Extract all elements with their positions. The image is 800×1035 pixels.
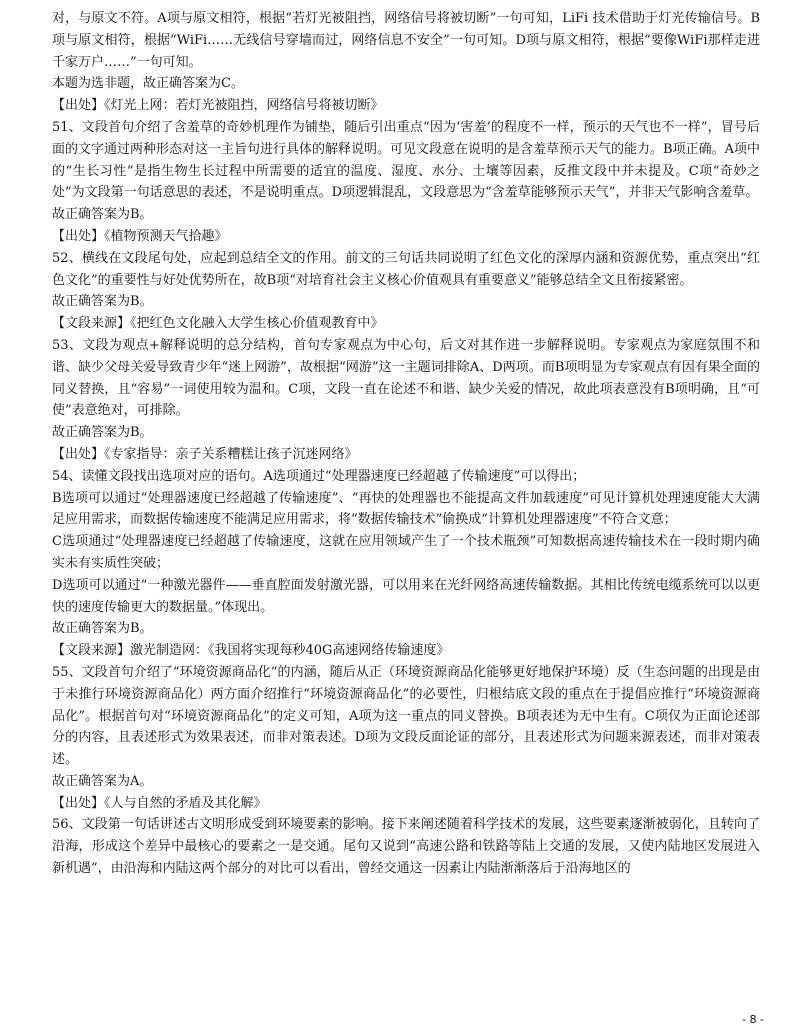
question-56-analysis: 56、文段第一句话讲述古文明形成受到环境要素的影响。接下来阐述随着科学技术的发展，这些要素逐渐被弱化，且转向了沿海，形成这个差异中最核心的要素之一是交通。尾句又说到“高速公路和铁路等陆上交通的发展，又使内陆地区发展进入新机遇”，由沿海和内陆这两个部分的对比可以看出，曾经交通这一因素让内陆渐渐落后于沿海地区的 (52, 817, 760, 877)
source-55: 【出处】《人与自然的矛盾及其化解》 (52, 795, 267, 811)
answer-53: 故正确答案为B。 (52, 425, 153, 441)
question-54-option-d: D选项可以通过“一种激光器件——垂直腔面发射激光器，可以用来在光纤网络高速传输数据。其相比传统电缆系统可以以更快的速度传输更大的数据量。”体现出。 (52, 577, 760, 615)
source-50: 【出处】《灯光上网：若灯光被阻挡，网络信号将被切断》 (52, 98, 384, 114)
question-52-analysis: 52、横线在文段尾句处，应起到总结全文的作用。前文的三句话共同说明了红色文化的深厚内涵和资源优势，重点突出“红色文化”的重要性与好处优势所在，故B项“对培育社会主义核心价值观具有重要意义”能够总结全文且衔接紧密。 (52, 250, 760, 288)
question-54-analysis: 54、读懂文段找出选项对应的语句。A选项通过“处理器速度已经超越了传输速度”可以得出； (52, 468, 586, 484)
page-number: - 8 - (742, 1013, 764, 1026)
answer-54: 故正确答案为B。 (52, 621, 153, 637)
question-54-option-b: B选项可以通过“处理器速度已经超越了传输速度”、“再快的处理器也不能提高文件加载速度”可见计算机处理速度能大大满足应用需求，而数据传输速度不能满足应用需求，将“数据传输技术”偷换成“计算机处理器速度”不符合文意； (52, 490, 760, 528)
question-54-option-c: C选项通过“处理器速度已经超越了传输速度，这就在应用领域产生了一个技术瓶颈”可知数据高速传输技术在一段时期内确实未有实质性突破； (52, 534, 760, 571)
question-55-analysis: 55、文段首句介绍了“环境资源商品化”的内涵，随后从正（环境资源商品化能够更好地保护环境）反（生态问题的出现是由于未推行环境资源商品化）两方面介绍推行“环境资源商品化”的必要性，归根结底文段的重点在于提倡应推行“环境资源商品化”。根据首句对“环境资源商品化”的定义可知，A项为这一重点的同义替换。B项表述为无中生有。C项仅为正面论述部分的内容，且表述形式为效果表述，而非对策表述。D项为文段反面论证的部分，且表述形式为问题来源表述，而非对策表述。 (52, 664, 760, 768)
answer-50: 本题为选非题，故正确答案为C。 (52, 76, 244, 92)
question-53-analysis: 53、文段为观点+解释说明的总分结构，首句专家观点为中心句，后文对其作进一步解释说明。专家观点为家庭氛围不和谐、缺少父母关爱导致青少年“迷上网游”，故根据“网游”这一主题词排除A、D两项。而B项明显为专家观点有因有果全面的同义替换，且“容易”一词使用较为温和。C项，文段一直在论述不和谐、缺少关爱的情况，故此项表意没有B项明确，且“可使”表意绝对，可排除。 (52, 337, 760, 419)
question-51-analysis: 51、文段首句介绍了含羞草的奇妙机理作为铺垫，随后引出重点“因为‘害羞’的程度不一样，预示的天气也不一样”，冒号后面的文字通过两种形态对这一主旨句进行具体的解释说明。可见文段意在说明的是含羞草预示天气的能力。B项正确。A项中的“生长习性”是指生物生长过程中所需要的适宜的温度、湿度、水分、土壤等因素，反推文段中并未提及。C项“奇妙之处”为文段第一句话意思的表述，不是说明重点。D项逻辑混乱，文段意思为“含羞草能够预示天气”，并非天气影响含羞草。 (52, 119, 760, 201)
source-53: 【出处】《专家指导：亲子关系糟糕让孩子沉迷网络》 (52, 446, 358, 462)
answer-52: 故正确答案为B。 (52, 294, 153, 310)
source-51: 【出处】《植物预测天气拾趣》 (52, 228, 228, 244)
paragraph-option-analysis: 对，与原文不符。A项与原文相符，根据“若灯光被阻挡，网络信号将被切断”一句可知，LiFi 技术借助于灯光传输信号。B项与原文相符，根据“WiFi……无线信号穿墙而过，网络信息不安全”一句可知。D项与原文相符，根据“要像WiFi那样走进千家万户……”一句可知。 (52, 11, 760, 70)
document-body (52, 8, 760, 880)
source-52: 【文段来源】《把红色文化融入大学生核心价值观教育中》 (52, 316, 384, 332)
source-54: 【文段来源】激光制造网：《我国将实现每秒40G高速网络传输速度》 (52, 643, 450, 659)
answer-51: 故正确答案为B。 (52, 207, 153, 223)
answer-55: 故正确答案为A。 (52, 773, 153, 789)
